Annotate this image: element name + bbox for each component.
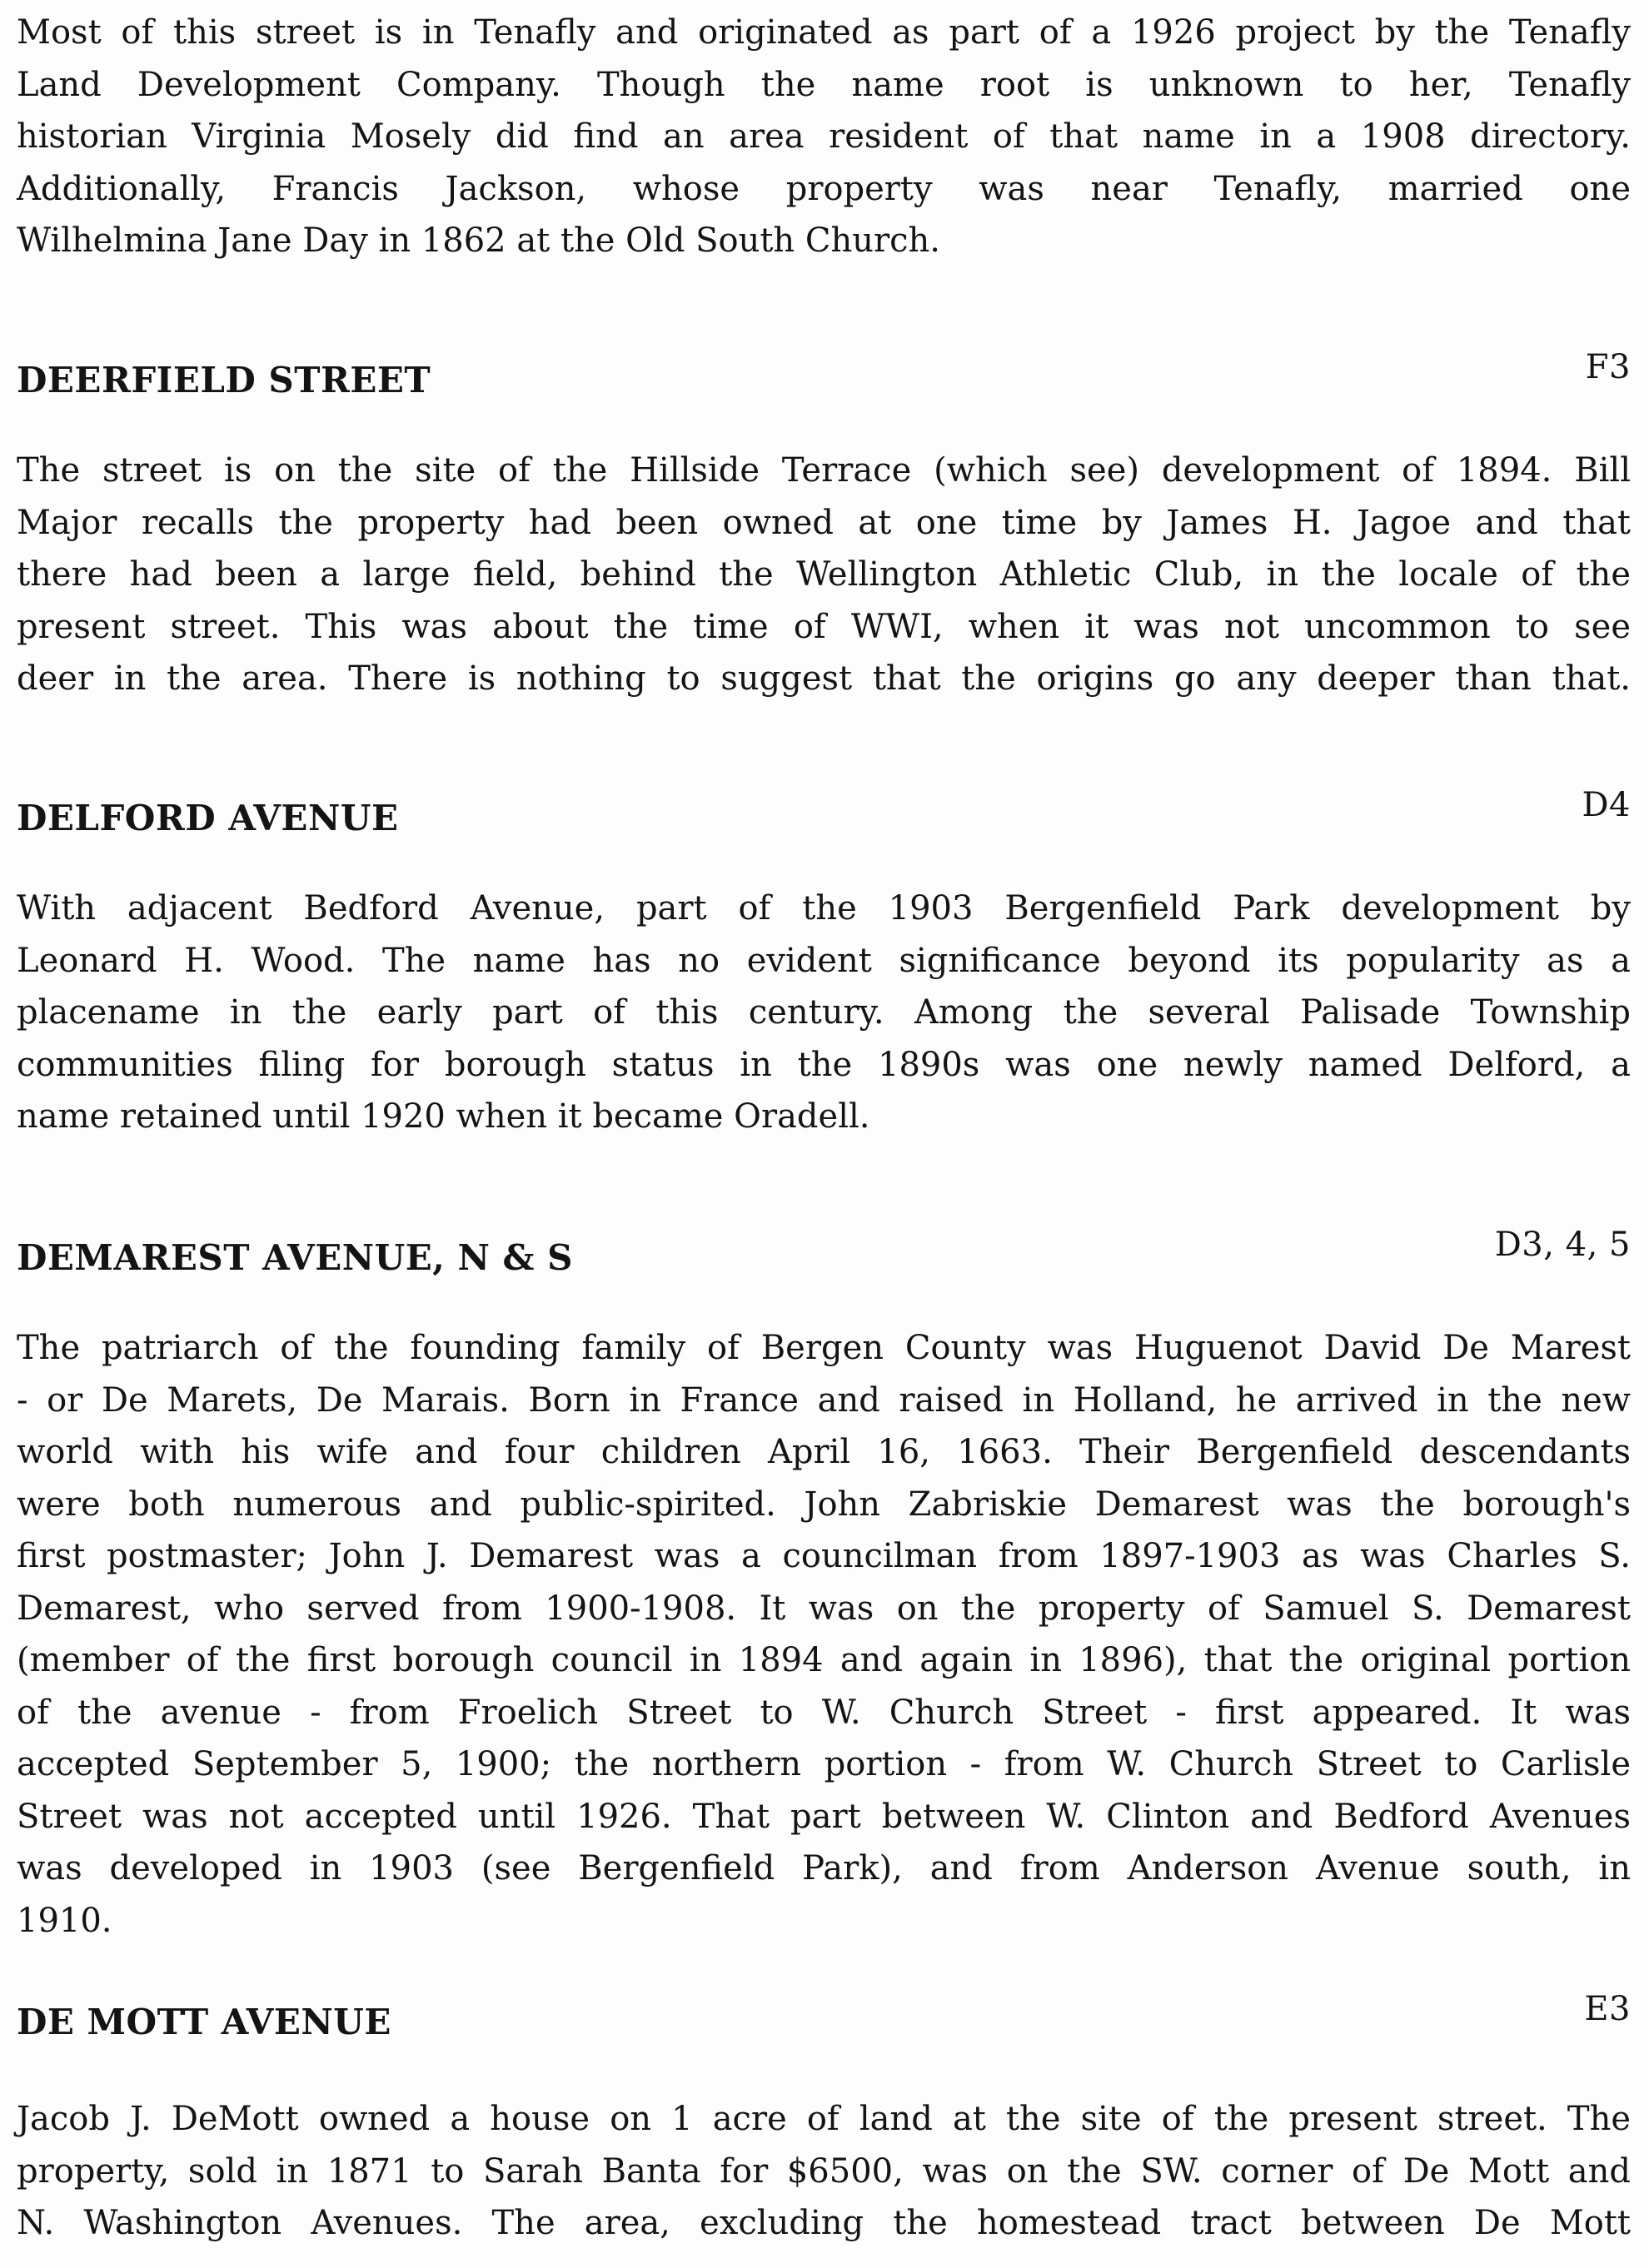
entry-paragraph-deerfield-street [17,445,1631,705]
entry-title: DE MOTT AVENUE [17,2002,391,2042]
paragraph-line: historian Virginia Mosely did find an area resident of that name in a 1908 directory. [17,117,1631,156]
entry-heading-de-mott-avenue [17,1990,1631,2052]
entry-title: DEMAREST AVENUE, N & S [17,1237,573,1278]
paragraph-line: Jacob J. DeMott owned a house on 1 acre of land at the site of the present street. The [17,2100,1631,2138]
paragraph-line: communities filing for borough status in the 1890s was one newly named Delford, a [17,1045,1631,1084]
paragraph-line: With adjacent Bedford Avenue, part of the 1903 Bergenfield Park development by [17,889,1631,928]
entry-paragraph-de-mott-avenue [17,2093,1631,2250]
entry-title: DELFORD AVENUE [17,798,399,838]
paragraph-line: Land Development Company. Though the name root is unknown to her, Tenafly [17,65,1631,104]
paragraph-line: there had been a large field, behind the Wellington Athletic Club, in the locale of the [17,555,1631,594]
paragraph-line: name retained until 1920 when it became Oradell. [17,1097,870,1136]
map-grid-reference: D4 [1582,786,1631,824]
paragraph-line: - or De Marets, De Marais. Born in France and raised in Holland, he arrived in the new [17,1380,1631,1420]
entry-title: DEERFIELD STREET [17,360,431,400]
map-grid-reference: E3 [1584,1990,1631,2028]
paragraph-line: Additionally, Francis Jackson, whose property was near Tenafly, married one [17,169,1631,208]
intro-paragraph [17,7,1631,267]
paragraph-line: present street. This was about the time of WWI, when it was not uncommon to see [17,607,1631,646]
paragraph-line: deer in the area. There is nothing to suggest that the origins go any deeper than that. [17,659,1631,698]
paragraph-line: was developed in 1903 (see Bergenfield Park), and from Anderson Avenue south, in [17,1849,1631,1888]
paragraph-line: Demarest, who served from 1900-1908. It was on the property of Samuel S. Demarest [17,1589,1631,1628]
entry-heading-demarest-avenue [17,1226,1631,1287]
paragraph-line: world with his wife and four children April 16, 1663. Their Bergenfield descendants [17,1433,1631,1471]
paragraph-line: 1910. [17,1901,112,1940]
paragraph-line: The street is on the site of the Hillside Terrace (which see) development of 1894. Bill [17,451,1631,490]
paragraph-line: The patriarch of the founding family of Bergen County was Huguenot David De Marest [17,1329,1631,1367]
paragraph-line: Wilhelmina Jane Day in 1862 at the Old South Church. [17,221,941,260]
entry-paragraph-demarest-avenue [17,1322,1631,1947]
paragraph-line: N. Washington Avenues. The area, excluding the homestead tract between De Mott [17,2204,1631,2242]
paragraph-line: Major recalls the property had been owned at one time by James H. Jagoe and that [17,503,1631,542]
entry-heading-delford-avenue [17,786,1631,848]
entry-heading-deerfield-street [17,348,1631,410]
paragraph-line: property, sold in 1871 to Sarah Banta for $6500, was on the SW. corner of De Mott and [17,2151,1631,2191]
paragraph-line: Leonard H. Wood. The name has no evident significance beyond its popularity as a [17,941,1631,980]
paragraph-line: Street was not accepted until 1926. That part between W. Clinton and Bedford Avenues [17,1797,1631,1836]
entry-paragraph-delford-avenue [17,883,1631,1143]
paragraph-line: (member of the first borough council in 1894 and again in 1896), that the original portion [17,1641,1631,1679]
paragraph-line: placename in the early part of this century. Among the several Palisade Township [17,993,1631,1032]
paragraph-line: accepted September 5, 1900; the northern portion - from W. Church Street to Carlisle [17,1745,1631,1783]
paragraph-line: first postmaster; John J. Demarest was a councilman from 1897-1903 as was Charles S. [17,1537,1631,1575]
paragraph-line: of the avenue - from Froelich Street to W. Church Street - first appeared. It was [17,1693,1631,1732]
paragraph-line: were both numerous and public-spirited. John Zabriskie Demarest was the borough's [17,1485,1631,1524]
map-grid-reference: D3, 4, 5 [1494,1226,1631,1264]
map-grid-reference: F3 [1585,348,1631,386]
paragraph-line: Most of this street is in Tenafly and originated as part of a 1926 project by the Tenafly [17,13,1631,52]
